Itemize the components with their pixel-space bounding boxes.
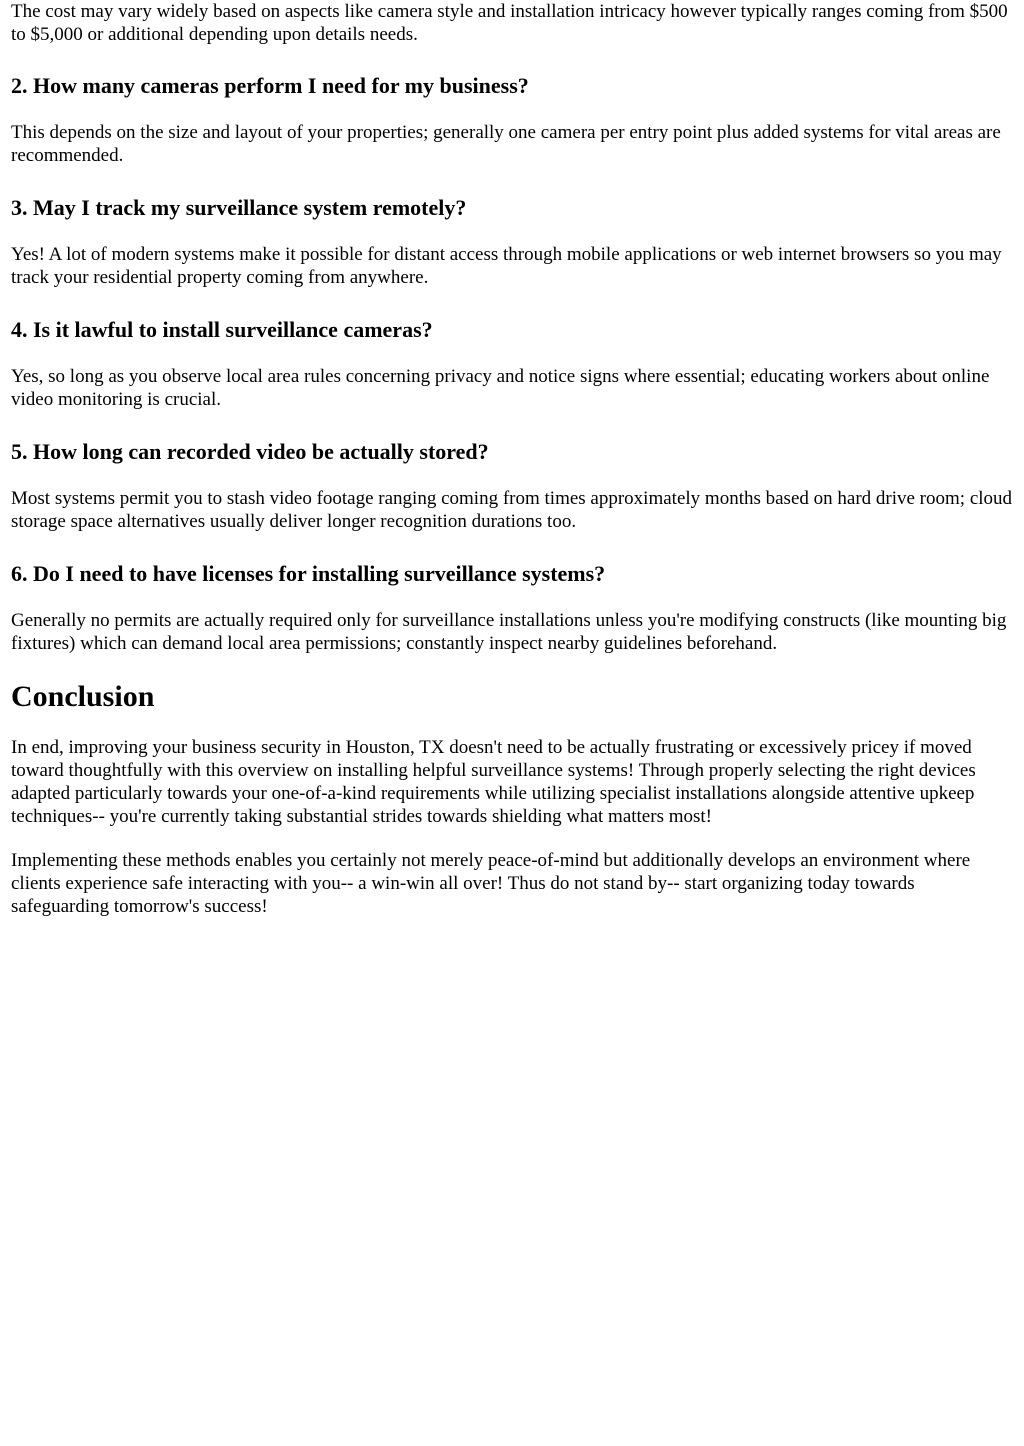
faq-3-answer: Yes! A lot of modern systems make it possible for distant access through mobile applications or web internet browsers so you may track your residential property coming from anywhere.: [11, 244, 1002, 288]
faq-4-answer: Yes, so long as you observe local area rules concerning privacy and notice signs where essential; educating workers about online video monitoring is crucial.: [11, 366, 990, 410]
conclusion-paragraph-1: In end, improving your business security in Houston, TX doesn't need to be actually frustrating or excessively pricey if moved toward thoughtfully with this overview on installing helpful surveillance systems! Through properly selecting the right devices adapted particularly towards your one-of-a-kind requirements while utilizing specialist installations alongside attentive upkeep techniques-- you're currently taking substantial strides towards shielding what matters most!: [11, 737, 976, 827]
faq-3-question: 3. May I track my surveillance system remotely?: [11, 195, 467, 220]
faq-2-question: 2. How many cameras perform I need for my business?: [11, 73, 529, 98]
faq-5-question: 5. How long can recorded video be actually stored?: [11, 439, 489, 464]
conclusion-paragraph-2: Implementing these methods enables you certainly not merely peace-of-mind but additionally develops an environment where clients experience safe interacting with you-- a win-win all over! Thus do not stand by-- start organizing today towards safeguarding tomorrow's success!: [11, 850, 971, 917]
faq-5-answer: Most systems permit you to stash video footage ranging coming from times approximately months based on hard drive room; cloud storage space alternatives usually deliver longer recognition durations too.: [11, 488, 1013, 532]
faq-6-question: 6. Do I need to have licenses for installing surveillance systems?: [11, 561, 606, 586]
conclusion-heading: Conclusion: [11, 680, 155, 713]
faq-4-question: 4. Is it lawful to install surveillance cameras?: [11, 317, 433, 342]
faq-6-answer: Generally no permits are actually required only for surveillance installations unless you're modifying constructs (like mounting big fixtures) which can demand local area permissions; constantly inspect nearby guidelines beforehand.: [11, 610, 1007, 654]
faq-1-answer: The cost may vary widely based on aspects like camera style and installation intricacy however typically ranges coming from $500 to $5,000 or additional depending upon details needs.: [11, 1, 1008, 45]
faq-2-answer: This depends on the size and layout of your properties; generally one camera per entry point plus added systems for vital areas are recommended.: [11, 122, 1001, 166]
